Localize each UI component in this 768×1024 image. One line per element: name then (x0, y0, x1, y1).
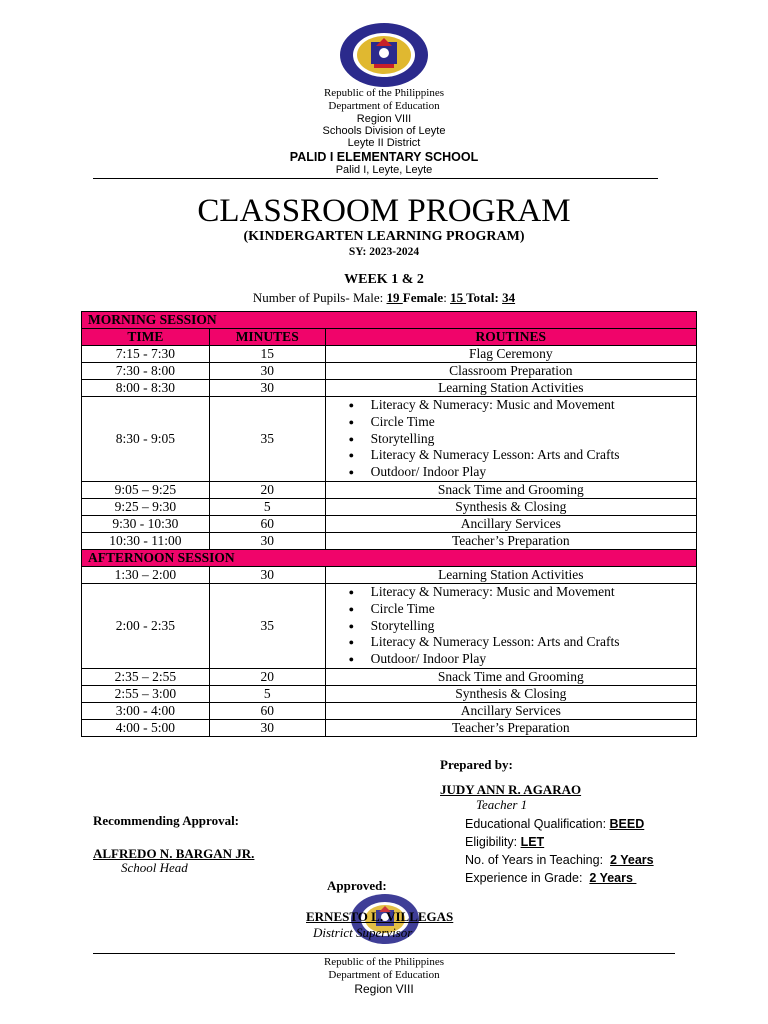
years-line (465, 853, 654, 867)
table-row (82, 566, 697, 583)
table-row (82, 685, 697, 702)
female-sep: : (443, 290, 451, 305)
table-row (82, 363, 697, 380)
table-row (82, 583, 697, 668)
eligibility-line (465, 835, 544, 849)
time-cell: 9:25 – 9:30 (82, 498, 210, 515)
school-name: PALID I ELEMENTARY SCHOOL (289, 150, 479, 164)
years-value: 2 Years (610, 853, 654, 867)
experience-line (465, 871, 636, 885)
eligibility-label: Eligibility: (465, 835, 521, 849)
morning-session-header-label: MORNING SESSION (82, 312, 697, 329)
routine-list-item: ● Storytelling (371, 618, 696, 635)
afternoon-session-header-label: AFTERNOON SESSION (82, 549, 697, 566)
header-country: Republic of the Philippines (323, 87, 445, 99)
minutes-cell: 60 (209, 702, 325, 719)
recommender-name: ALFREDO N. BARGAN JR. (93, 846, 255, 861)
minutes-cell: 30 (209, 532, 325, 549)
routine-cell: Learning Station Activities (325, 566, 696, 583)
footer-region: Region VIII (354, 982, 414, 996)
header-district: Leyte II District (347, 137, 421, 149)
approved-label: Approved: (327, 878, 387, 893)
female-count: 15 (450, 290, 467, 305)
table-row (82, 532, 697, 549)
minutes-cell: 30 (209, 380, 325, 397)
time-cell: 2:00 - 2:35 (82, 583, 210, 668)
routine-cell: Classroom Preparation (325, 363, 696, 380)
time-cell: 7:30 - 8:00 (82, 363, 210, 380)
schedule-body (82, 312, 697, 737)
table-row (82, 719, 697, 736)
schedule-table (81, 311, 697, 737)
routine-list-cell (325, 397, 696, 482)
time-cell: 8:00 - 8:30 (82, 380, 210, 397)
recommender-position: School Head (121, 860, 188, 875)
routine-list (326, 397, 696, 481)
footer-divider (93, 953, 675, 954)
experience-value: 2 Years (589, 871, 637, 885)
routine-cell: Snack Time and Grooming (325, 481, 696, 498)
routine-cell: Learning Station Activities (325, 380, 696, 397)
column-header-row (82, 329, 697, 346)
minutes-cell: 35 (209, 583, 325, 668)
routine-cell: Synthesis & Closing (325, 498, 696, 515)
footer-country: Republic of the Philippines (323, 956, 445, 968)
header-department: Department of Education (328, 100, 440, 112)
time-cell: 3:00 - 4:00 (82, 702, 210, 719)
routine-list-item: ● Outdoor/ Indoor Play (371, 651, 696, 668)
morning-session-header (82, 312, 697, 329)
minutes-cell: 20 (209, 668, 325, 685)
minutes-cell: 30 (209, 566, 325, 583)
preparer-name: JUDY ANN R. AGARAO (440, 782, 582, 797)
time-cell: 9:05 – 9:25 (82, 481, 210, 498)
routine-cell: Ancillary Services (325, 515, 696, 532)
table-row (82, 668, 697, 685)
time-cell: 2:55 – 3:00 (82, 685, 210, 702)
routine-list-item: ● Circle Time (371, 601, 696, 618)
table-row (82, 702, 697, 719)
male-count: 19 (386, 290, 403, 305)
minutes-cell: 20 (209, 481, 325, 498)
routine-list-item: ● Circle Time (371, 414, 696, 431)
routine-cell: Ancillary Services (325, 702, 696, 719)
approver-position: District Supervisor (313, 925, 413, 940)
minutes-cell: 5 (209, 685, 325, 702)
years-label: No. of Years in Teaching: (465, 853, 611, 867)
time-cell: 8:30 - 9:05 (82, 397, 210, 482)
total-count: 34 (502, 290, 516, 305)
page-subtitle: (KINDERGARTEN LEARNING PROGRAM) (243, 229, 525, 244)
school-address: Palid I, Leyte, Leyte (335, 164, 433, 176)
school-year: SY: 2023-2024 (348, 246, 420, 258)
minutes-cell: 35 (209, 397, 325, 482)
pupil-count-prefix: Number of Pupils- Male: (252, 290, 387, 305)
minutes-cell: 60 (209, 515, 325, 532)
table-row (82, 397, 697, 482)
routine-cell: Snack Time and Grooming (325, 668, 696, 685)
female-label: Female (402, 290, 444, 305)
page-title: CLASSROOM PROGRAM (197, 193, 571, 229)
afternoon-session-header (82, 549, 697, 566)
routine-cell: Teacher’s Preparation (325, 532, 696, 549)
routine-cell: Flag Ceremony (325, 346, 696, 363)
routine-list-item: ● Outdoor/ Indoor Play (371, 464, 696, 481)
routine-list-cell (325, 583, 696, 668)
header-divider (93, 178, 658, 179)
recommending-label: Recommending Approval: (93, 813, 240, 828)
total-label: Total: (466, 290, 503, 305)
time-cell: 9:30 - 10:30 (82, 515, 210, 532)
routine-list (326, 584, 696, 668)
routine-list-item: ● Literacy & Numeracy: Music and Movement (371, 584, 696, 601)
footer-department: Department of Education (328, 969, 440, 981)
eligibility-value: LET (520, 835, 545, 849)
experience-label: Experience in Grade: (465, 871, 590, 885)
routine-cell: Teacher’s Preparation (325, 719, 696, 736)
minutes-cell: 15 (209, 346, 325, 363)
qualification-label: Educational Qualification: (465, 817, 610, 831)
week-label: WEEK 1 & 2 (344, 272, 424, 287)
routine-list-item: ● Literacy & Numeracy Lesson: Arts and Crafts (371, 447, 696, 464)
table-row (82, 481, 697, 498)
time-cell: 2:35 – 2:55 (82, 668, 210, 685)
routine-list-item: ● Literacy & Numeracy Lesson: Arts and Crafts (371, 634, 696, 651)
time-cell: 4:00 - 5:00 (82, 719, 210, 736)
prepared-label: Prepared by: (440, 757, 513, 772)
routine-cell: Synthesis & Closing (325, 685, 696, 702)
time-cell: 7:15 - 7:30 (82, 346, 210, 363)
routine-list-item: ● Literacy & Numeracy: Music and Movement (371, 397, 696, 414)
table-row (82, 498, 697, 515)
time-cell: 10:30 - 11:00 (82, 532, 210, 549)
minutes-cell: 30 (209, 719, 325, 736)
header-region: Region VIII (356, 113, 412, 125)
table-row (82, 346, 697, 363)
column-header-time: TIME (82, 329, 210, 346)
routine-list-item: ● Storytelling (371, 431, 696, 448)
header-division: Schools Division of Leyte (322, 125, 446, 137)
time-cell: 1:30 – 2:00 (82, 566, 210, 583)
qualification-line (465, 817, 644, 831)
minutes-cell: 5 (209, 498, 325, 515)
approver-name: ERNESTO L. VILLEGAS (306, 909, 454, 924)
qualification-value: BEED (609, 817, 645, 831)
table-row (82, 380, 697, 397)
preparer-position: Teacher 1 (476, 797, 528, 812)
column-header-routines: ROUTINES (325, 329, 696, 346)
pupil-count (0, 290, 768, 306)
minutes-cell: 30 (209, 363, 325, 380)
column-header-minutes: MINUTES (209, 329, 325, 346)
deped-seal (338, 22, 430, 88)
table-row (82, 515, 697, 532)
